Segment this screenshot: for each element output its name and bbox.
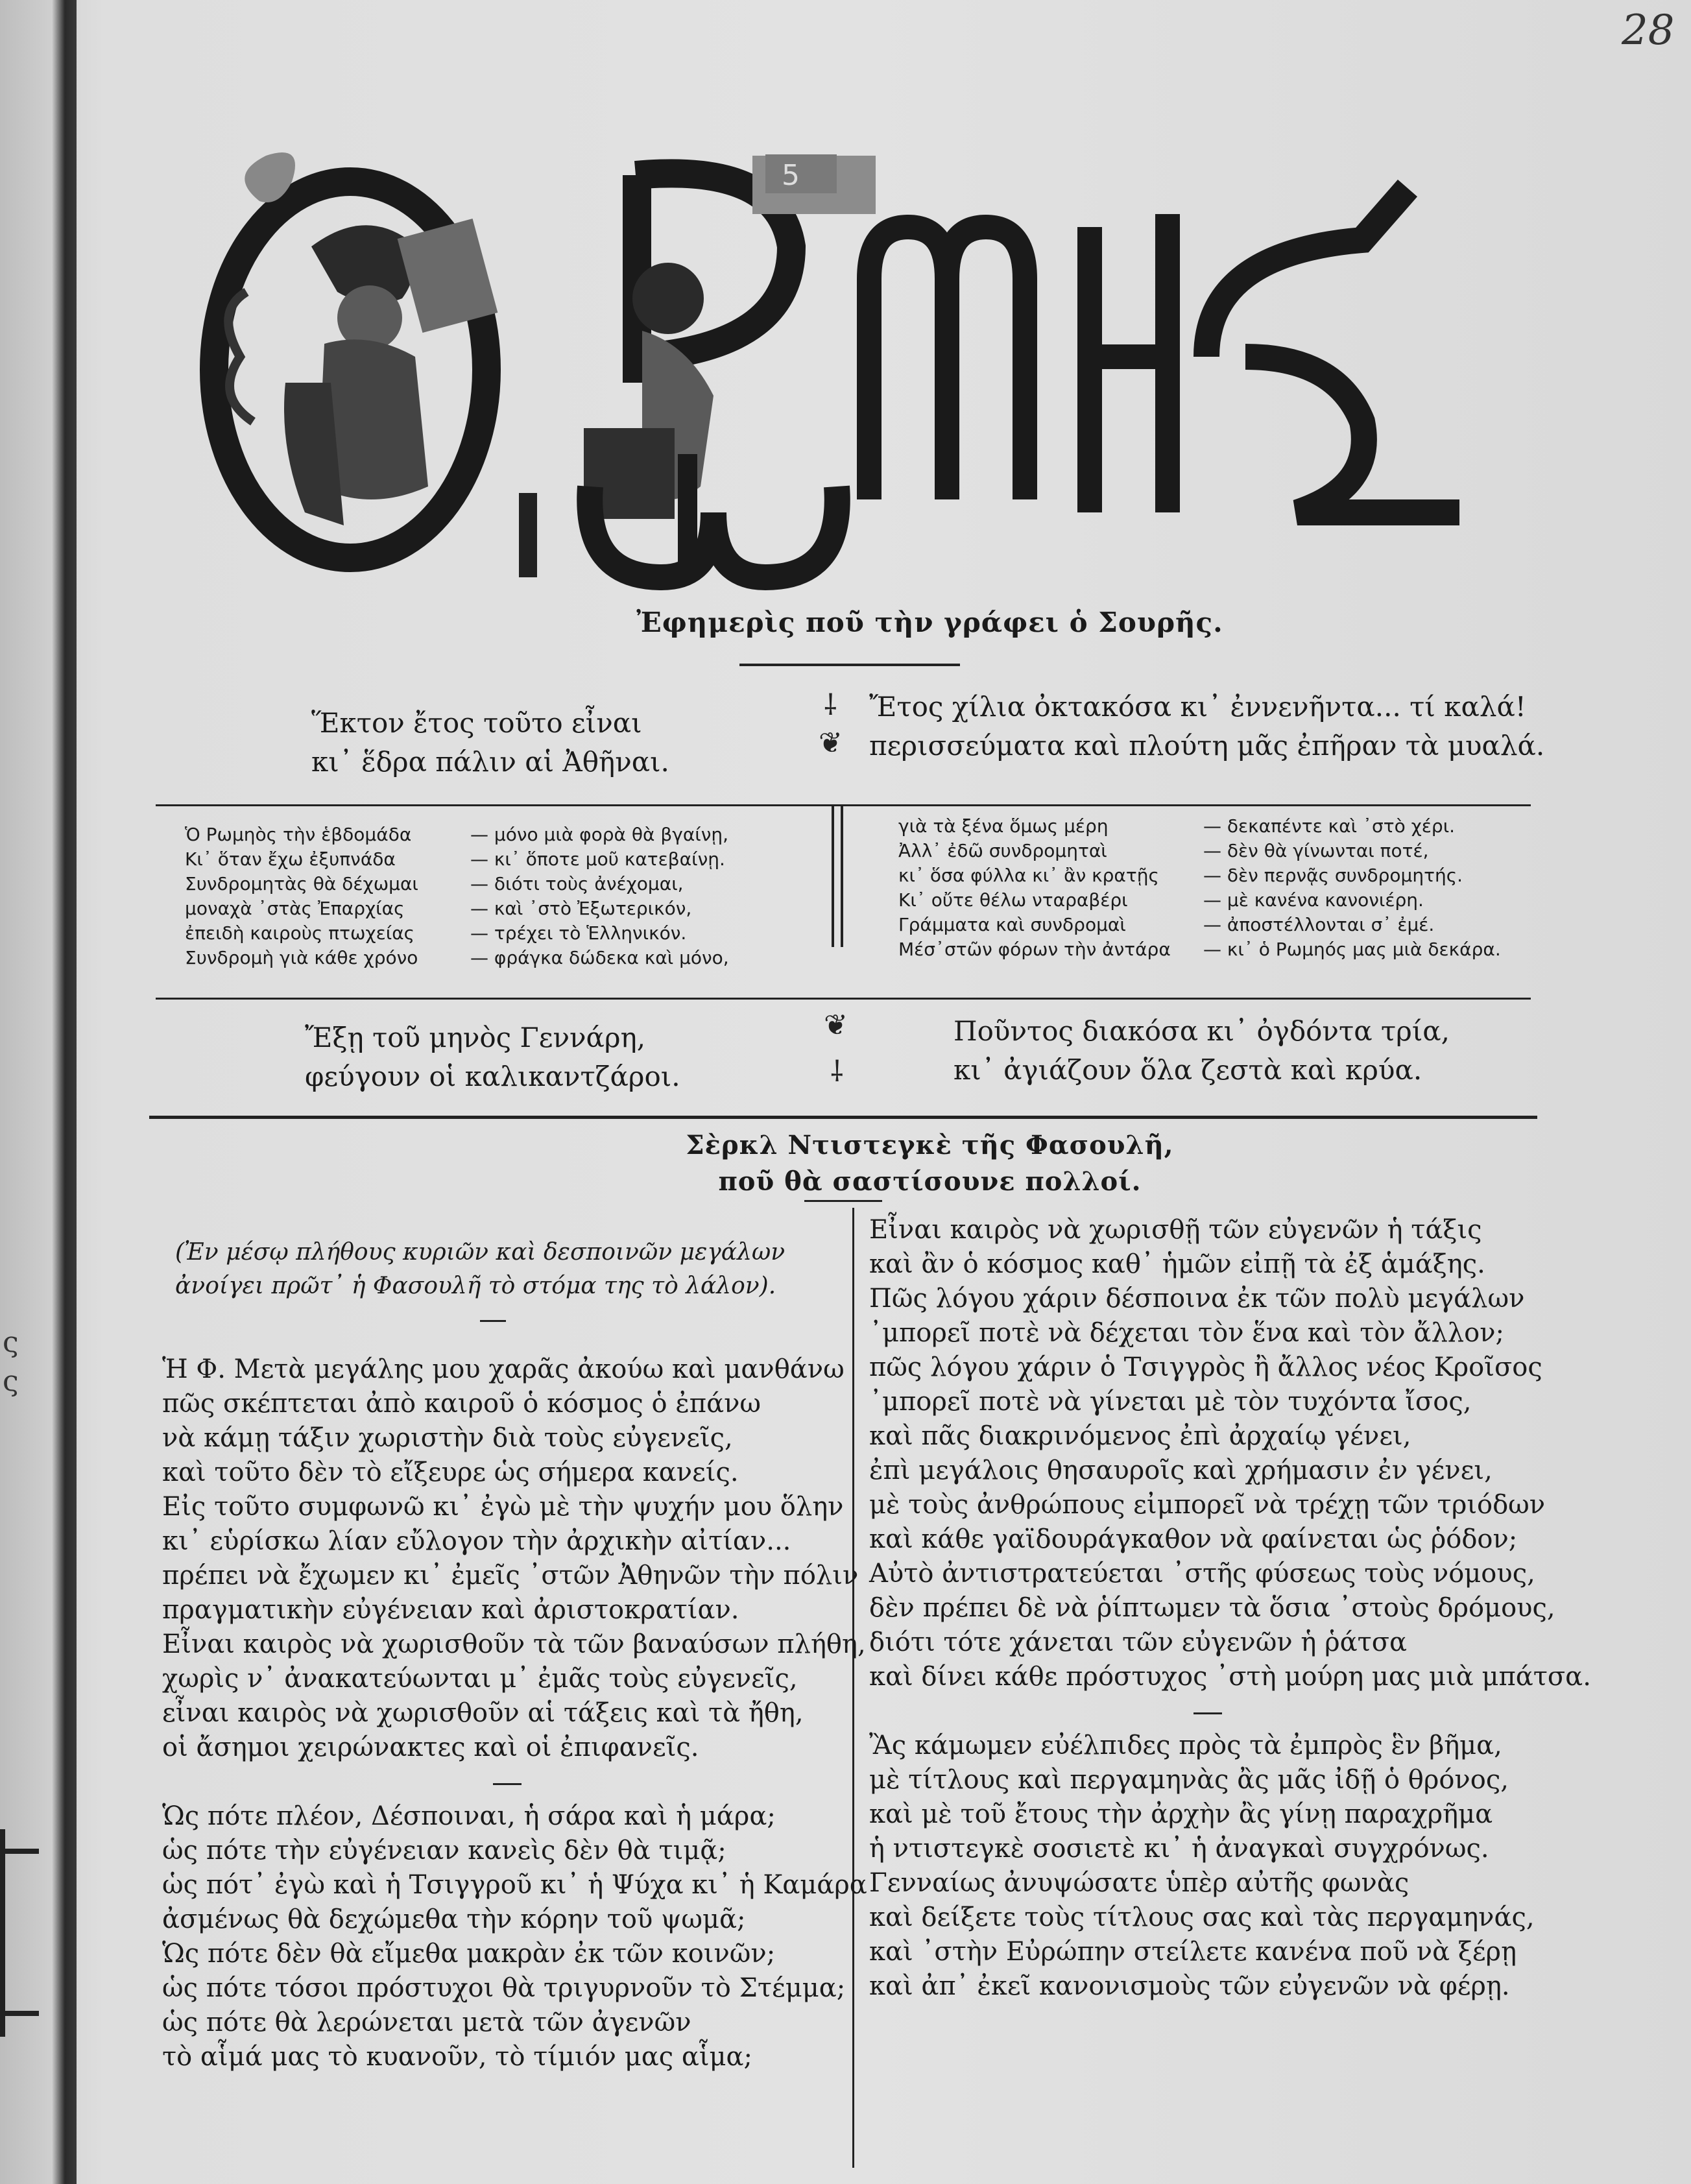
poem-line: δὲν πρέπει δὲ νὰ ῥίπτωμεν τὰ ὅσια ᾽στοὺς δρόμους,: [869, 1593, 1555, 1623]
info-detail: — φράγκα δώδεκα καὶ μόνο,: [470, 947, 729, 968]
info-box-divider: [841, 804, 843, 947]
info-term: κι᾽ ὅσα φύλλα κι᾽ ἂν κρατῇς: [898, 865, 1159, 886]
ornament-icon: ⸸: [824, 689, 837, 722]
info-detail: — καὶ ᾽στὸ Ἐξωτερικόν,: [470, 898, 692, 919]
info-term: Κι᾽ οὔτε θέλω νταραβέρι: [898, 889, 1128, 911]
poem-line: πρέπει νὰ ἔχωμεν κι᾽ ἐμεῖς ᾽στῶν Ἀθηνῶν τὴν πόλιν: [162, 1561, 859, 1590]
left-edge-marks: [0, 1829, 45, 2037]
info-detail: — δεκαπέντε καὶ ᾽στὸ χέρι.: [1203, 815, 1456, 837]
info-detail: — μόνο μιὰ φορὰ θὰ βγαίνῃ,: [470, 824, 729, 845]
info-detail: — δὲν περνᾷς συνδρομητής.: [1203, 865, 1463, 886]
poem-line: εἶναι καιρὸς νὰ χωρισθοῦν αἱ τάξεις καὶ τὰ ἤθη,: [162, 1698, 804, 1728]
subscription-info-right: [898, 814, 1501, 962]
poem-line: οἱ ἄσημοι χειρώνακτες καὶ οἱ ἐπιφανεῖς.: [162, 1733, 699, 1762]
poem-line: διότι τότε χάνεται τῶν εὐγενῶν ἡ ῥάτσα: [869, 1627, 1408, 1657]
stamp-value: 5: [782, 159, 800, 192]
masthead-title: ΡΩΜΗΟΣ: [195, 149, 198, 150]
poem-line: ὡς πότε τὴν εὐγένειαν κανεὶς δὲν θὰ τιμᾷ;: [162, 1836, 726, 1866]
poem-line: καὶ μὲ τοῦ ἔτους τὴν ἀρχὴν ἂς γίνῃ παραχρῆμα: [869, 1799, 1493, 1829]
poem-line: καὶ κάθε γαϊδουράγκαθον νὰ φαίνεται ὡς ῥόδον;: [869, 1524, 1518, 1554]
couplet-line: κι᾽ ἀγιάζουν ὅλα ζεστὰ καὶ κρύα.: [953, 1054, 1422, 1086]
couplet-line: φεύγουν οἱ καλικαντζάροι.: [305, 1061, 680, 1092]
poem-line: Πῶς λόγου χάριν δέσποινα ἐκ τῶν πολὺ μεγάλων: [869, 1284, 1525, 1314]
poem-line: Εἰς τοῦτο συμφωνῶ κι᾽ ἐγὼ μὲ τὴν ψυχήν μου ὅλην: [162, 1492, 844, 1522]
poem-line: ἀσμένως θὰ δεχώμεθα τὴν κόρην τοῦ ψωμᾶ;: [162, 1904, 746, 1934]
ornament-icon: ⸸: [830, 1055, 844, 1088]
poem-line: μὲ τίτλους καὶ περγαμηνὰς ἂς μᾶς ἰδῇ ὁ θρόνος,: [869, 1765, 1509, 1795]
info-detail: — διότι τοὺς ἀνέχομαι,: [470, 873, 684, 894]
poem-line: πῶς σκέπτεται ἀπὸ καιροῦ ὁ κόσμος ὁ ἐπάνω: [162, 1389, 762, 1419]
poem-line: Ὡς πότε πλέον, Δέσποιναι, ἡ σάρα καὶ ἡ μάρα;: [162, 1801, 776, 1831]
poem-line: καὶ ἂν ὁ κόσμος καθ᾽ ἡμῶν εἰπῇ τὰ ἐξ ἁμάξης.: [869, 1249, 1485, 1279]
poem-line: καὶ δίνει κάθε πρόστυχος ᾽στὴ μούρη μας μιὰ μπάτσα.: [869, 1662, 1591, 1692]
footer-left-couplet: [305, 1018, 680, 1096]
poem-left-column: [162, 1352, 867, 2074]
ornament-icon: ❦: [819, 726, 843, 760]
masthead-subtitle: Ἐφημερὶς ποῦ τὴν γράφει ὁ Σουρῆς.: [636, 606, 1223, 638]
info-term: Συνδρομὴ γιὰ κάθε χρόνο: [185, 947, 418, 968]
poem-line: Ἡ Φ. Μετὰ μεγάλης μου χαρᾶς ἀκούω καὶ μανθάνω: [162, 1354, 845, 1384]
poem-line: καὶ δείξετε τοὺς τίτλους σας καὶ τὰς περγαμηνάς,: [869, 1902, 1535, 1932]
footer-right-couplet: [953, 1012, 1450, 1090]
masthead-logo: [195, 149, 1518, 590]
page-number: 28: [1622, 6, 1675, 54]
header-right-couplet: [869, 688, 1544, 765]
left-edge-scrap: [3, 1323, 29, 1401]
stage-direction-line: ἀνοίγει πρῶτ᾽ ἡ Φασουλῆ τὸ στόμα της τὸ λάλον).: [175, 1273, 776, 1299]
info-box-divider: [832, 804, 834, 947]
info-detail: — τρέχει τὸ Ἑλληνικόν.: [470, 922, 687, 944]
poem-line: νὰ κάμῃ τάξιν χωριστὴν διὰ τοὺς εὐγενεῖς,: [162, 1423, 733, 1453]
poem-line: Ὡς πότε δὲν θὰ εἴμεθα μακρὰν ἐκ τῶν κοινῶν;: [162, 1939, 776, 1969]
poem-line: Εἶναι καιρὸς νὰ χωρισθοῦν τὰ τῶν βαναύσων πλήθη,: [162, 1629, 866, 1659]
poem-line: Γενναίως ἀνυψώσατε ὑπὲρ αὐτῆς φωνὰς: [869, 1868, 1409, 1898]
poem-line: ὡς πότε θὰ λερώνεται μετὰ τῶν ἀγενῶν: [162, 2008, 691, 2037]
poem-line: ὡς πότ᾽ ἐγὼ καὶ ἡ Τσιγγροῦ κι᾽ ἡ Ψύχα κι᾽ ἡ Καμάρα: [162, 1870, 867, 1900]
feature-title: [0, 1127, 1691, 1200]
poem-right-column: [869, 1213, 1591, 2004]
poem-line: καὶ ᾽στὴν Εὐρώπην στείλετε κανένα ποῦ νὰ ξέρῃ: [869, 1937, 1517, 1967]
info-term: Κι᾽ ὅταν ἔχω ἐξυπνάδα: [185, 848, 396, 870]
poem-line: πῶς λόγου χάριν ὁ Τσιγγρὸς ἢ ἄλλος νέος Κροῖσος: [869, 1352, 1542, 1382]
poem-line: ἡ ντιστεγκὲ σοσιετὲ κι᾽ ἡ ἀναγκαὶ συγχρόνως.: [869, 1834, 1489, 1864]
poem-line: ᾽μπορεῖ ποτὲ νὰ γίνεται μὲ τὸν τυχόντα ἴσος,: [869, 1387, 1472, 1417]
scrap-letter: ς: [3, 1326, 19, 1359]
feature-title-line: Σὲρκλ Ντιστεγκὲ τῆς Φασουλῆ,: [686, 1130, 1174, 1160]
feature-title-line: ποῦ θὰ σαστίσουνε πολλοί.: [718, 1166, 1142, 1197]
subtitle-rule: [739, 664, 960, 666]
title-rule: [804, 1200, 882, 1202]
info-detail: — ἀποστέλλονται σ᾽ ἐμέ.: [1203, 914, 1435, 935]
poem-line: ἐπὶ μεγάλοις θησαυροῖς καὶ χρήμασιν ἐν γένει,: [869, 1456, 1493, 1485]
info-term: Μέσ᾽στῶν φόρων τὴν ἀντάρα: [898, 939, 1171, 960]
poem-line: κι᾽ εὑρίσκω λίαν εὔλογον τὴν ἀρχικὴν αἰτίαν...: [162, 1526, 791, 1556]
info-detail: — κι᾽ ὅποτε μοῦ κατεβαίνῃ.: [470, 848, 725, 870]
poem-line: ὡς πότε τόσοι πρόστυχοι θὰ τριγυρνοῦν τὸ Στέμμα;: [162, 1973, 846, 2003]
ornament-icon: ❦: [824, 1009, 848, 1042]
poem-line: καὶ πᾶς διακρινόμενος ἐπὶ ἀρχαίῳ γένει,: [869, 1421, 1411, 1451]
couplet-line: περισσεύματα καὶ πλούτη μᾶς ἐπῆραν τὰ μυαλά.: [869, 730, 1545, 762]
couplet-line: Ἔτος χίλια ὀκτακόσα κι᾽ ἐννενῆντα... τί καλά!: [869, 691, 1526, 723]
info-term: ἐπειδὴ καιροὺς πτωχείας: [185, 922, 415, 944]
couplet-line: Ποῦντος διακόσα κι᾽ ὀγδόντα τρία,: [953, 1015, 1450, 1047]
stanza-dash: [162, 1765, 867, 1799]
info-term: Γράμματα καὶ συνδρομαὶ: [898, 914, 1126, 935]
info-term: μοναχὰ ᾽στὰς Ἐπαρχίας: [185, 898, 405, 919]
poem-line: καὶ τοῦτο δὲν τὸ εἴξευρε ὡς σήμερα κανείς.: [162, 1458, 739, 1487]
info-detail: — κι᾽ ὁ Ρωμηός μας μιὰ δεκάρα.: [1203, 939, 1501, 960]
info-detail: — δὲν θὰ γίνωνται ποτέ,: [1203, 840, 1429, 861]
info-detail: — μὲ κανένα κανονιέρη.: [1203, 889, 1424, 911]
scrap-letter: ς: [3, 1365, 19, 1398]
info-box-top-rule: [156, 804, 1531, 806]
poem-line: τὸ αἷμά μας τὸ κυανοῦν, τὸ τίμιόν μας αἷμα;: [162, 2042, 753, 2072]
stanza-dash: [869, 1694, 1591, 1729]
masthead-illustration: [195, 149, 1518, 590]
poem-line: ᾽μπορεῖ ποτὲ νὰ δέχεται τὸν ἕνα καὶ τὸν ἄλλον;: [869, 1318, 1505, 1348]
poem-line: Εἶναι καιρὸς νὰ χωρισθῇ τῶν εὐγενῶν ἡ τάξις: [869, 1215, 1482, 1245]
stage-direction: [175, 1236, 785, 1303]
couplet-line: Ἕκτον ἔτος τοῦτο εἶναι: [311, 707, 642, 739]
info-term: Ἀλλ᾽ ἐδῶ συνδρομηταὶ: [898, 840, 1107, 861]
couplet-line: κι᾽ ἕδρα πάλιν αἱ Ἀθῆναι.: [311, 746, 669, 778]
info-term: γιὰ τὰ ξένα ὅμως μέρη: [898, 815, 1109, 837]
poem-line: χωρὶς ν᾽ ἀνακατεύωνται μ᾽ ἐμᾶς τοὺς εὐγενεῖς,: [162, 1664, 798, 1694]
info-term: Ὁ Ρωμηὸς τὴν ἑβδομάδα: [185, 824, 412, 845]
couplet-line: Ἔξῃ τοῦ μηνὸς Γεννάρη,: [305, 1022, 646, 1053]
info-term: Συνδρομητὰς θὰ δέχωμαι: [185, 873, 418, 894]
stage-direction-line: (Ἐν μέσῳ πλήθους κυριῶν καὶ δεσποινῶν μεγάλων: [175, 1239, 786, 1266]
poem-line: πραγματικὴν εὐγένειαν καὶ ἀριστοκρατίαν.: [162, 1595, 739, 1625]
header-left-couplet: [311, 704, 669, 782]
section-rule: [149, 1116, 1537, 1119]
poem-line: καὶ ἀπ᾽ ἐκεῖ κανονισμοὺς τῶν εὐγενῶν νὰ φέρῃ.: [869, 1971, 1510, 2001]
stanza-dash: [480, 1320, 506, 1322]
subscription-info-left: [185, 822, 729, 970]
poem-line: μὲ τοὺς ἀνθρώπους εἰμπορεῖ νὰ τρέχῃ τῶν τριόδων: [869, 1490, 1546, 1520]
poem-line: Ἂς κάμωμεν εὐέλπιδες πρὸς τὰ ἐμπρὸς ἓν βῆμα,: [869, 1731, 1502, 1760]
poem-line: Αὐτὸ ἀντιστρατεύεται ᾽στῆς φύσεως τοὺς νόμους,: [869, 1559, 1535, 1589]
info-box-bottom-rule: [156, 998, 1531, 1000]
